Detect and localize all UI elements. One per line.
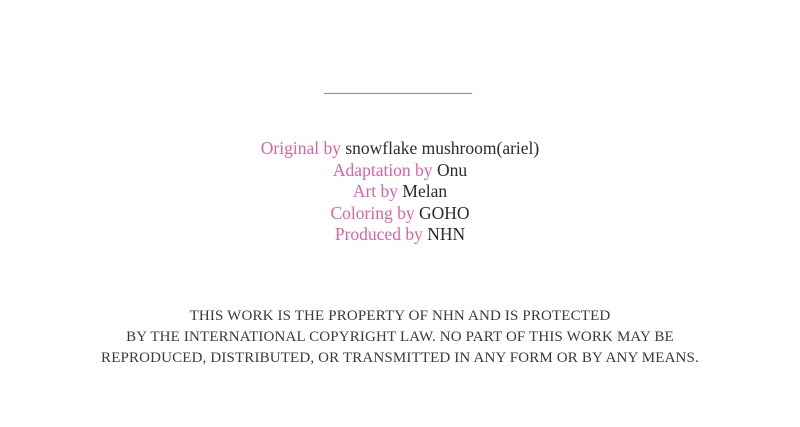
credit-name-value: snowflake mushroom(ariel) xyxy=(345,138,540,158)
credit-role-label: Art by xyxy=(352,181,399,201)
copyright-line: BY THE INTERNATIONAL COPYRIGHT LAW. NO PART OF THIS WORK MAY BE xyxy=(126,329,674,345)
credit-name-value: Onu xyxy=(436,159,468,180)
credit-role-label: Coloring by xyxy=(330,202,415,223)
credit-role-label: Adaptation by xyxy=(332,159,433,180)
credits-block xyxy=(0,138,800,246)
credit-row xyxy=(0,160,800,182)
credit-role-label: Original by xyxy=(260,138,341,158)
copyright-line: THIS WORK IS THE PROPERTY OF NHN AND IS PROTECTED xyxy=(189,308,611,324)
credit-row xyxy=(0,138,800,160)
copyright-notice xyxy=(0,306,800,369)
decorative-divider xyxy=(324,93,472,94)
credit-row xyxy=(0,181,800,203)
credit-row xyxy=(0,203,800,225)
credit-row xyxy=(0,224,800,246)
credit-name-value: NHN xyxy=(427,224,466,244)
credit-name-value: GOHO xyxy=(418,202,470,223)
credit-name-value: Melan xyxy=(402,181,448,201)
copyright-line: REPRODUCED, DISTRIBUTED, OR TRANSMITTED IN ANY FORM OR BY ANY MEANS. xyxy=(101,350,699,366)
credit-role-label: Produced by xyxy=(334,224,423,244)
